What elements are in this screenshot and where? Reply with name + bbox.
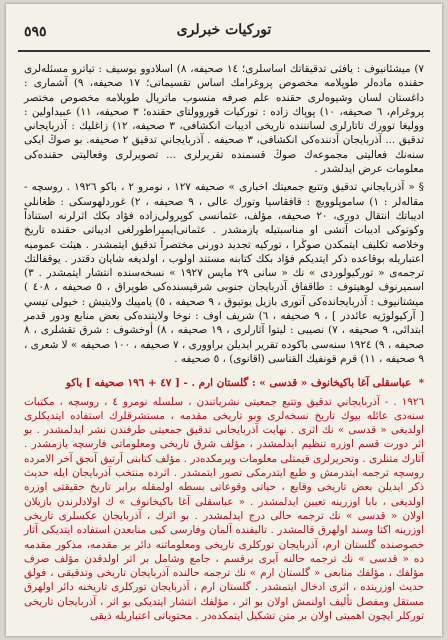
red-entry	[24, 376, 424, 390]
page-header	[20, 18, 428, 48]
red-entry-heading: عباسقلى آغا باكيخانوف « قدسى » : گلستان ارم . - [ ٤٧ + ١٩٦ صحيفه ] باكو	[65, 377, 412, 390]
red-entry-paragraph: ١٩٢٦ . - آذربايجاني تدقيق وتتبع جمعيتى نشرياتندن ، سلسله نومرو ٤ ، روسچه ، مكتبات سنه‌دى عائله بيوك تاريخ نسخه‌لرى وبو تاريخى مقدمه ، مستشرقلرك استفاده ايتديكلرى اولديغى « قدسى » نك اثرى . نهايت آذربايجانى تدقيق جمعيتى طرفندن نشر ايدلمشدر . بو اثر دورت قسم اوزره تنظيم ايدلمشدر ، مؤلف شرق تاريخى ومعلوماتى فارسچه يازمشدر . آثارك متنلرى . وتحريرلرى قيمتلى معلومات ويرمكده‌در . مؤلف كتابنى آرتيق آنجق آخر الامرده روسچه ترجمه ايتدرمش و طبع ايتدرمكى تصور ايتمشدر . اثرده منتخب آذربايجان ايله حديث ذكر ايديلن بعض تاريخى وقايع ، حياتى وقوعاتى بسطه اولمقله برابر تاريخ حقيقتى اوزره اولديغى ، بابا اوزرينه تعيين ايدلمشدر . « عباسقلى آغا باكيخانوف » ك اولادلرندن بازيلان اولان « قدسى » نك ترجمه حالى درج ايدلمشدر . بو اثرك ، آذربايجان عكسلرى تاريخى اوزرينه اكتا وسند اولهرق قالمشدر . تاليفنده آلمان وفارسى كبى منابعدن استفاده ايتديكى آثار خصوصنده گلستان ارم، آذربايجان توركلرى تاريخى ومعلوماتنه دائر بر مقدمه، مذكور مقدمه ده « قدسى » نك ترجمه حالنه آيرى برقسم ، جامع وشامل بر اثر اولدقدن مؤلف صرف مؤلفك ، مؤلفك منابعى « گلستان ارم » نك ترجمه حالنده آذربايجان تاريخى وتدقيقى ، فولق حديث اوزرينده ، اثرى ادخال ايتمشدر . گلستان ارم ، آذربايجان توركلرى تاريخنه دائر اولهرق مستقل ومفصل تأليف اولنمش اولان بو اثر ، مؤلفك انتشار ايتديكى بو اثر ، آذربايجان تاريخى توركلر ايچون اهميتى اولان بر متن تشكيل ايتمكده‌در . محتوياتى اعتباريله ذيقى	[24, 395, 424, 622]
asterisk-icon: *	[418, 377, 424, 390]
running-title: توركيات خبرلرى	[176, 22, 272, 38]
page-body	[24, 62, 424, 622]
header-rule	[18, 50, 430, 52]
page-number: ٥٩٥	[24, 24, 47, 40]
paragraph-2: § « آذربايجاني تدقيق وتتبع جمعيتك اخبارى » صحيفه ١٢٧ ، نومرو ٢ ، باكو ١٩٢٦ . روسچه - مقاله‌لر : ١) ساموپلوويچ : قافقاسيا وتورك عالى ، ٩ صحيفه ، ٢) غوردلهوسكى : ظغانلى اديباتك انتقال دورى، ٢٠ صحيفه، مؤلف، عثمانسى كوپرولى‌زاده فؤاد بكك اثرلرنه استناداً وكوتوكى اديبات آتشى او مناسبتيله يازمشدر . عثمانى‌ايمپراطورلغى اديباتى حقنده تاريخ وخلاصه تكليف ايتمكدن صوڭرا ، توركيه تجديد دورنى مختصراً تدقيق ايتمشدر . هيئت عموميه اعتباريله بوقاعده ذكر ايتديكم فؤاد بكك كتابنه مستند اولوب ، اولديغه شايان دقتدر . يوقفالتك ترجمه‌ى « توركيولوردى » نك « سانى ٢٩ مايس ١٩٢٧ » نسخه‌سنده انتشار ايتمشدر . ٣) اسميرنوف لوهيتوف : طاقفاق آذربايجان جنوبى شرقيسنده‌كى طوپراق ، ٥ صحيفه ، ٤٠٨ ) ميشتانيوف : آذربايجانده‌كى آتورى بازيل يوتيوق ، ٩ صحيفه ، ٥) يامپيك ولايتيش : خيولى تيسي [ آركيولوژيه عائددر ] ، ٩ صحيفه ، ٦) شريف اوف : نوخا ولايتنده‌كى بعض منابع ودور قدمر ابتدائى، ٩ صحيفه ، ٧) نصيبى : ليتوا آثارلرى ، ١٩ صحيفه ، ٨) أوخشوف : شرق تقشلرى ، ٨ صحيفه ، ٩) ١٩٢٤ سنه‌سى باكوده تقرير ايديلن براوورى ، ٧ صحيفه ، ١٠٠ صحيفه » لا شعرى ، ٩ صحيفه ، ١١) قرم قونفيك القناسى (اقانوى) ، ٥ صحيفه .	[24, 181, 425, 365]
paragraph-1: ٧) ميشئانيوف : يافثى تدقيقاتك اساسلرى؛ ١٤ صحيفه، ٨) اسلادوو يوسيف : تياترو مسئله‌لرى حقنده ماده‌لر طوپلامه مخصوص پروغرامك اساس تقسيماتى؛ ١٧ صحيفه، ٩) آشماری : داغستان لسان وشيوه‌لرى حقنده علم صرفه منسوب ماتريال طوپلامه مخصوص مختصر پروغرام، ٦ صحيفه، ١٠) پوپاك زاده : توركيات قوروولتاى حقنده؛ ٣ صحيفه، ١١) عبيداولين : ووليغا توورك تاتارلرى لسانننده تاريخى اديبات انكشافى، ٣ صحيفه، ١٢) زاغليك : آذربايجاني تدقيق ... آذربايجان آدننده‌كى انكشافى، ٣ صحيفه . آذربايجاني تدقيق ٢ صحيفه. بو صوڭ ايكى سنه‌نك فعاليتى مجموعه‌ك صوڭ قسمنده تقريرلرى ... تصويرلرى وفعاليتى حقنده‌كى معلومات عرض ايدلشدر .	[24, 63, 425, 176]
document-page	[6, 4, 442, 636]
